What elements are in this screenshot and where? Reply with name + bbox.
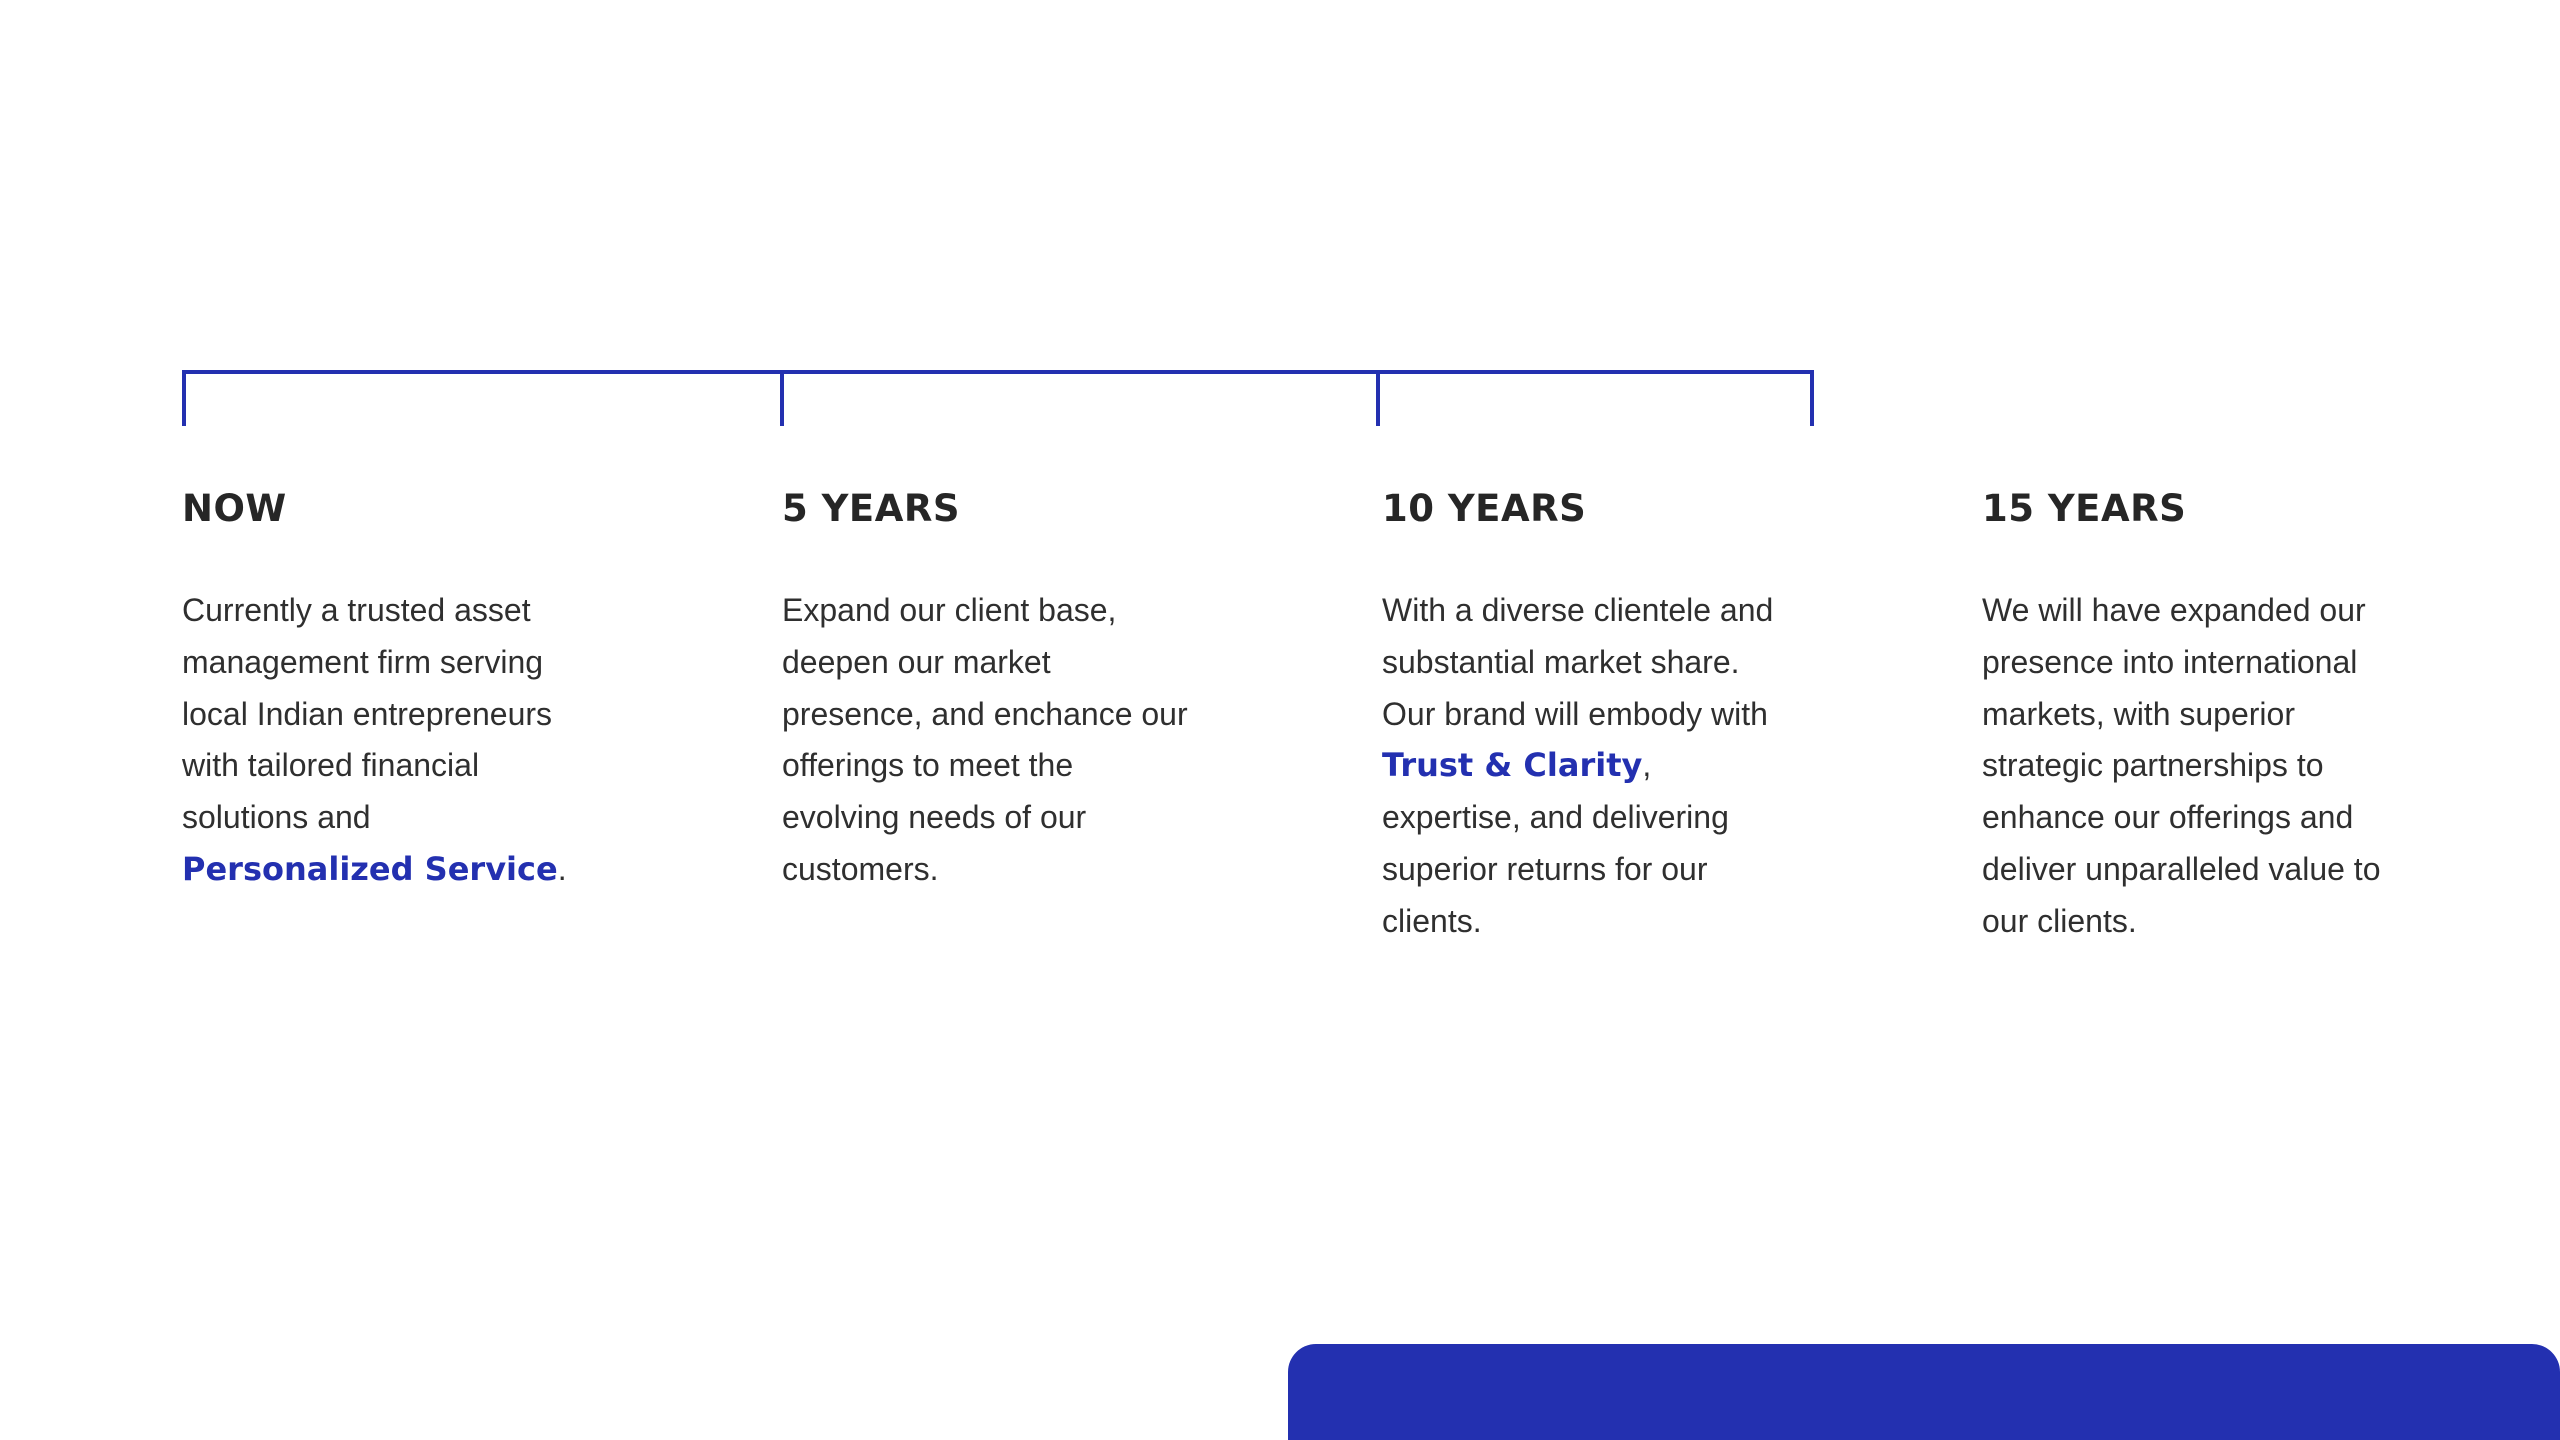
milestone-body: [1982, 585, 2392, 948]
milestone-body: [1382, 585, 1782, 948]
timeline-tick-5-years: [780, 370, 784, 426]
milestone-highlight-text: Trust & Clarity: [1382, 746, 1643, 785]
milestone-column-15-years: [1982, 487, 2560, 948]
milestone-column-now: [182, 487, 782, 948]
milestone-body-text: Currently a trusted asset management firm serving local Indian entrepreneurs with tailored financial solutions and: [182, 592, 553, 836]
timeline-rail: [182, 370, 1814, 374]
milestone-body-text: Expand our client base, deepen our market presence, and enchance our offerings to meet the evolving needs of our customers.: [782, 592, 1188, 888]
milestone-body-text-tail: .: [557, 851, 567, 888]
milestone-heading: 10 YEARS: [1382, 487, 1587, 530]
timeline-bracket: [182, 370, 1814, 430]
bottom-accent-bar: [1288, 1344, 2560, 1440]
milestone-heading: 5 YEARS: [782, 487, 960, 530]
milestone-heading: 15 YEARS: [1982, 487, 2187, 530]
timeline-tick-now: [182, 370, 186, 426]
milestone-heading: NOW: [182, 487, 287, 530]
milestone-column-10-years: [1382, 487, 1982, 948]
milestone-body-text: With a diverse clientele and substantial market share. Our brand will embody with: [1382, 592, 1774, 732]
milestone-body-text-tail: , expertise, and delivering superior returns for our clients.: [1382, 747, 1729, 939]
timeline-tick-15-years: [1810, 370, 1814, 426]
milestone-columns: [182, 487, 2382, 948]
milestone-column-5-years: [782, 487, 1382, 948]
timeline-tick-10-years: [1376, 370, 1380, 426]
milestone-body: [182, 585, 572, 896]
milestone-body: [782, 585, 1192, 896]
milestone-body-text: We will have expanded our presence into international markets, with superior strategic partnerships to enhance our offerings and deliver unparalleled value to our clients.: [1982, 592, 2381, 939]
milestone-highlight-text: Personalized Service: [182, 850, 558, 889]
